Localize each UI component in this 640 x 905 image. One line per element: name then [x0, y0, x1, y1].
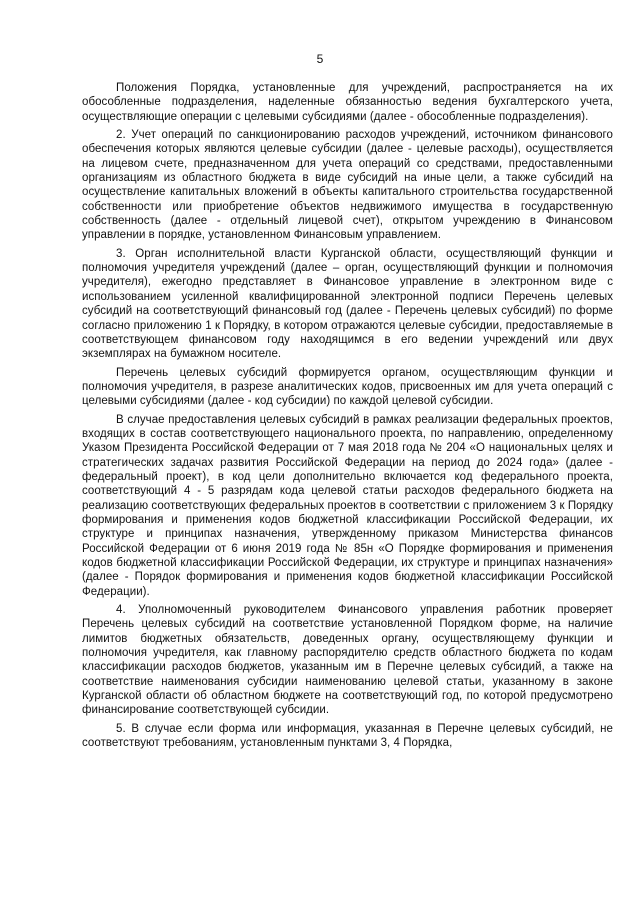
- paragraph-subsidy-codes: Перечень целевых субсидий формируется органом, осуществляющим функции и полномочия учредителя, в разрезе аналитических кодов, присвоенных им для учета операций с целевыми субсидиями (далее - код субсидии) по каждой целевой субсидии.: [82, 366, 613, 408]
- page-number: 5: [316, 52, 324, 66]
- document-body: [82, 81, 613, 754]
- paragraph-5-noncompliance: 5. В случае если форма или информация, указанная в Перечне целевых субсидий, не соответствуют требованиям, установленным пунктами 3, 4 Порядка,: [82, 722, 613, 750]
- paragraph-separate-units: Положения Порядка, установленные для учреждений, распространяется на их обособленные подразделения, наделенные обязанностью ведения бухгалтерского учета, осуществляющие операции с целевыми субсидиями (далее - обособленные подразделения).: [82, 82, 613, 123]
- paragraph-4-verification: 4. Уполномоченный руководителем Финансового управления работник проверяет Перечень целевых субсидий на соответствие установленной Порядком форме, на наличие лимитов бюджетных обязательств, доведенных органу, осуществляющему функции и полномочия учредителя, как главному распорядителю средств областного бюджета по кодам классификации расходов бюджетов, указанным им в Перечне целевых субсидий, а также на соответствие наименования субсидии наименованию целевой статьи, указанному в законе Курганской области об областном бюджете на соответствующий год, по которой предусмотрено финансирование соответствующей субсидии.: [82, 604, 613, 717]
- paragraph-2-accounting: 2. Учет операций по санкционированию расходов учреждений, источником финансового обеспечения которых являются целевые субсидии (далее - целевые расходы), осуществляется на лицевом счете, предназначенном для учета операций со средствами, предоставленными организациям из областного бюджета в виде субсидий на иные цели, а также субсидий на осуществление капитальных вложений в объекты капитального строительства государственной собственности или приобретение объектов недвижимого имущества в государственную собственность (далее - отдельный лицевой счет), открытом учреждению в Финансовом управлении в порядке, установленном Финансовым управлением.: [82, 129, 613, 242]
- paragraph-3-subsidy-list: 3. Орган исполнительной власти Курганской области, осуществляющий функции и полномочия учредителя учреждений (далее – орган, осуществляющий функции и полномочия учредителя), ежегодно представляет в Финансовое управление в электронном виде с использованием усиленной квалифицированной электронной подписи Перечень целевых субсидий на соответствующий финансовый год (далее - Перечень целевых субсидий) по форме согласно приложению 1 к Порядку, в котором отражаются целевые субсидии, предоставляемые в соответствующем финансовом году находящимся в его ведении учреждений или двух экземплярах на бумажном носителе.: [82, 247, 613, 361]
- paragraph-federal-projects: В случае предоставления целевых субсидий в рамках реализации федеральных проектов, входящих в состав соответствующего национального проекта, по направлению, определенному Указом Президента Российской Федерации от 7 мая 2018 года № 204 «О национальных целях и стратегических задачах развития Российской Федерации на период до 2024 года» (далее - федеральный проект), в код цели дополнительно включается код федерального проекта, соответствующий 4 - 5 разрядам кода целевой статьи расходов федерального бюджета на реализацию соответствующих федеральных проектов в соответствии с приложением 3 к Порядку формирования и применения кодов бюджетной классификации Российской Федерации, их структуре и принципах назначения, утвержденному приказом Министерства финансов Российской Федерации от 6 июня 2019 года № 85н «О Порядке формирования и применения кодов бюджетной классификации Российской Федерации, их структуре и принципах назначения» (далее - Порядок формирования и применения кодов бюджетной классификации Российской Федерации).: [82, 413, 613, 598]
